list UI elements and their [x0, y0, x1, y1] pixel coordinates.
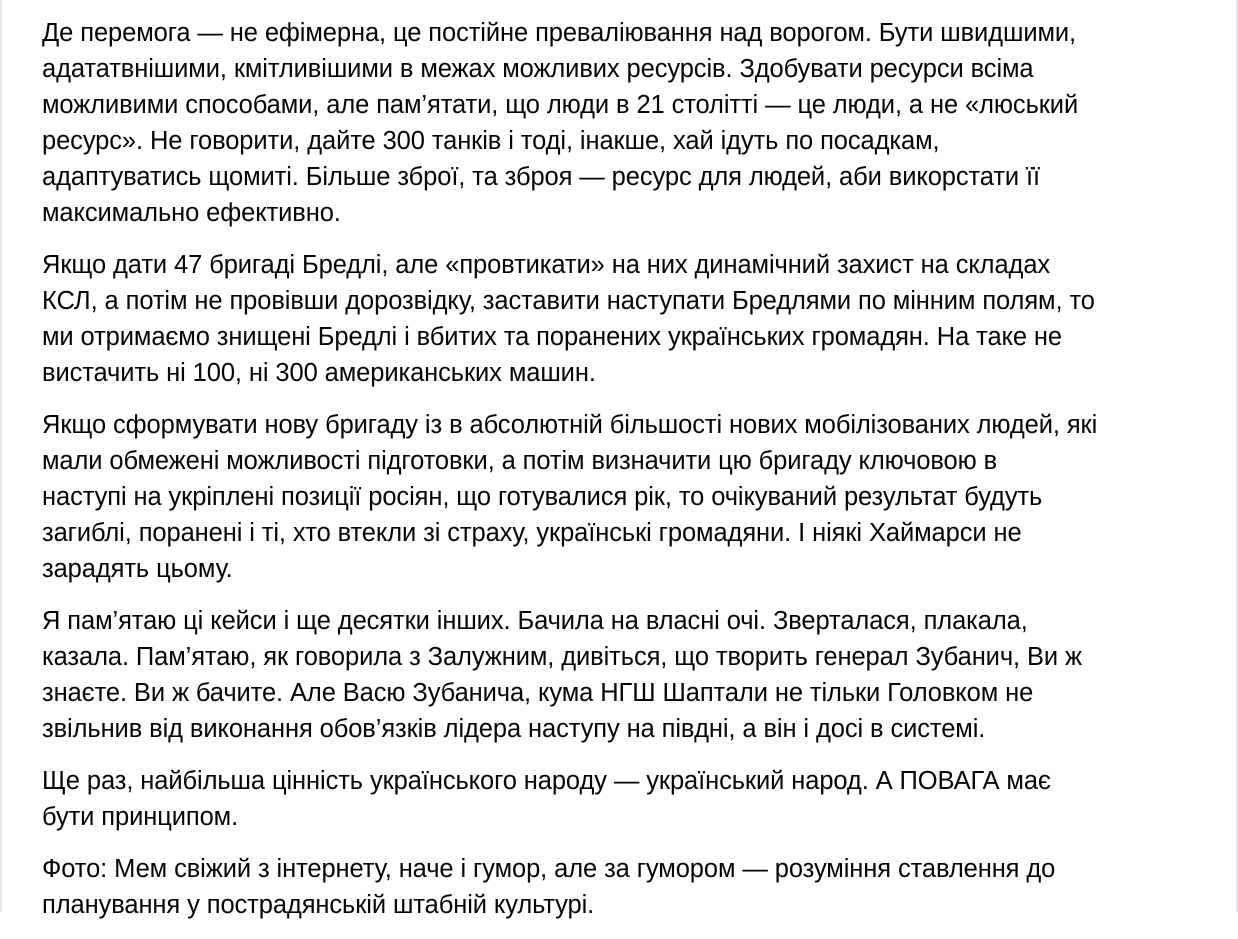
text-line: Фото: Мем свіжий з інтернету, наче і гумор, але за гумором — розуміння ставлення до — [42, 855, 1056, 883]
text-line: Якщо дати 47 бригаді Бредлі, але «провтикати» на них динамічний захист на складах — [42, 251, 1051, 279]
text-line: адаптуватись щомиті. Більше зброї, та зброя — ресурс для людей, аби викорстати її — [42, 163, 1041, 191]
text-line: КСЛ, а потім не провівши дорозвідку, заставити наступати Бредлями по мінним полям, то — [42, 287, 1095, 315]
text-line: Якщо сформувати нову бригаду із в абсолютній більшості нових мобілізованих людей, які — [42, 411, 1098, 439]
text-line: казала. Пам’ятаю, як говорила з Залужним, дивіться, що творить генерал Зубанич, Ви ж — [42, 643, 1082, 671]
post-paragraph — [42, 407, 1216, 587]
post-paragraph — [42, 763, 1216, 835]
text-line: звільнив від виконання обов’язків лідера наступу на півдні, а він і досі в системі. — [42, 715, 986, 743]
post-paragraph — [42, 851, 1216, 923]
text-line: можливими способами, але пам’ятати, що люди в 21 столітті — це люди, а не «люський — [42, 91, 1079, 119]
text-line: загиблі, поранені і ті, хто втекли зі страху, українські громадяни. І ніякі Хаймарси не — [42, 519, 1022, 547]
text-line: максимально ефективно. — [42, 199, 341, 227]
post-paragraph — [42, 603, 1216, 747]
text-line: ми отримаємо знищені Бредлі і вбитих та поранених українських громадян. На таке не — [42, 323, 1062, 351]
post-paragraph — [42, 15, 1216, 231]
text-line: наступі на укріплені позиції росіян, що готувалися рік, то очікуваний результат будуть — [42, 483, 1043, 511]
text-line: Я пам’ятаю ці кейси і ще десятки інших. Бачила на власні очі. Зверталася, плакала, — [42, 607, 1028, 635]
text-line: знаєте. Ви ж бачите. Але Васю Зубанича, кума НГШ Шаптали не тільки Головком не — [42, 679, 1034, 707]
text-line: адататвнішими, кмітливішими в межах можливих ресурсів. Здобувати ресурси всіма — [42, 55, 1034, 83]
text-line: зарадять цьому. — [42, 555, 233, 583]
text-line: мали обмежені можливості підготовки, а потім визначити цю бригаду ключовою в — [42, 447, 998, 475]
text-line: вистачить ні 100, ні 300 американських машин. — [42, 359, 596, 387]
text-line: Ще раз, найбільша цінність українського народу — український народ. А ПОВАГА має — [42, 767, 1051, 795]
post-paragraph — [42, 247, 1216, 391]
text-line: ресурс». Не говорити, дайте 300 танків і тоді, інакше, хай ідуть по посадкам, — [42, 127, 940, 155]
text-line: планування у пострадянській штабній культурі. — [42, 891, 595, 919]
post-text — [42, 15, 1216, 939]
text-line: Де перемога — не ефімерна, це постійне преваліювання над ворогом. Бути швидшими, — [42, 19, 1077, 47]
text-line: бути принципом. — [42, 803, 239, 831]
